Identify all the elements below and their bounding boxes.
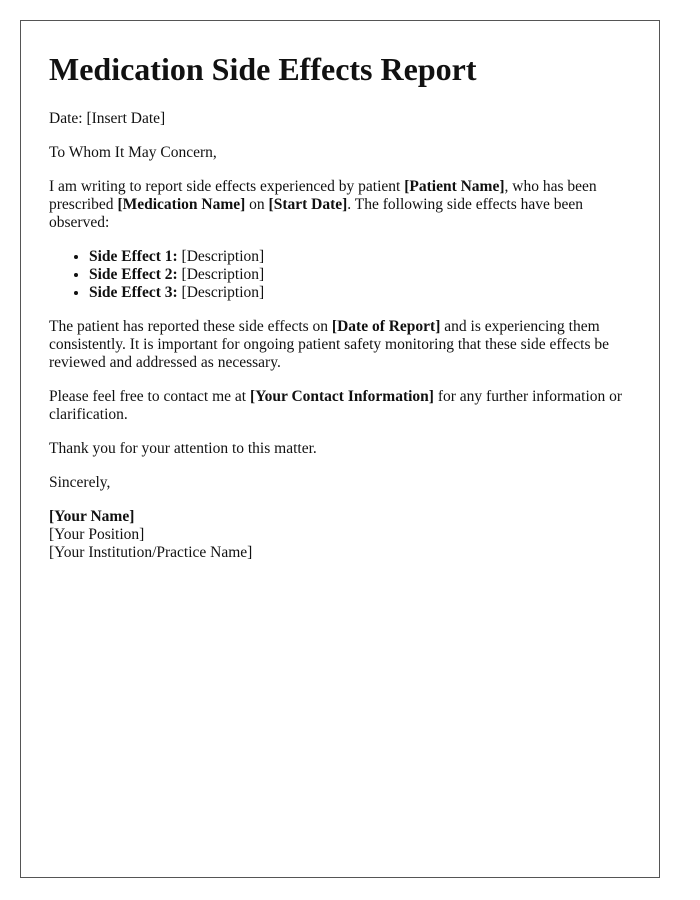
side-effect-label: Side Effect 1: [89,248,178,265]
side-effect-description: [Description] [177,266,265,283]
report-text-2: and is experiencing them consistently. It is important for ongoing patient safety monitoring that these side effects be reviewed and addressed as necessary. [49,318,610,371]
thanks-line: Thank you for your attention to this matter. [49,440,317,457]
salutation: To Whom It May Concern, [49,144,217,161]
intro-text-2: , who has been prescribed [49,178,597,213]
letter-content [49,49,634,562]
intro-paragraph [49,178,634,232]
list-item [89,284,634,302]
intro-text-4: . The following side effects have been observed: [49,196,584,231]
patient-name-placeholder: [Patient Name] [404,178,505,195]
start-date-placeholder: [Start Date] [268,196,348,213]
page-title: Medication Side Effects Report [49,51,477,87]
contact-text-1: Please feel free to contact me at [49,388,250,405]
list-item [89,248,634,266]
side-effects-list [49,248,634,302]
contact-paragraph [49,388,634,424]
intro-text-3: on [245,196,269,213]
letter-page [20,20,660,878]
report-paragraph [49,318,634,372]
signature-block [49,508,634,562]
contact-info-placeholder: [Your Contact Information] [249,388,434,405]
date-of-report-placeholder: [Date of Report] [331,318,441,335]
signature-position: [Your Position] [49,526,145,543]
contact-text-2: for any further information or clarification. [49,388,623,423]
date-line: Date: [Insert Date] [49,110,166,127]
medication-name-placeholder: [Medication Name] [117,196,246,213]
report-text-1: The patient has reported these side effects on [49,318,332,335]
side-effect-label: Side Effect 3: [89,284,178,301]
closing-line: Sincerely, [49,474,111,491]
list-item [89,266,634,284]
signature-institution: [Your Institution/Practice Name] [49,544,253,561]
intro-text-1: I am writing to report side effects experienced by patient [49,178,405,195]
side-effect-description: [Description] [177,248,265,265]
side-effect-description: [Description] [177,284,265,301]
signature-name: [Your Name] [49,508,135,525]
side-effect-label: Side Effect 2: [89,266,178,283]
